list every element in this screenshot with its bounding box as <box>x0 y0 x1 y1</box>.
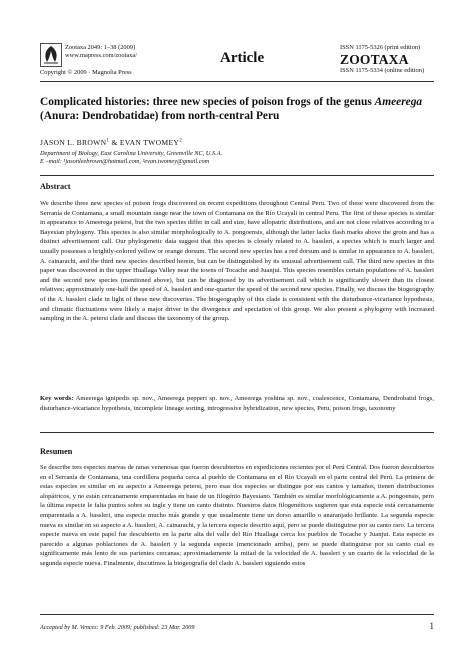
resumen-text: Se describe tres especies nuevas de ranas venenosas que fueron descubiertos en expediciones recientes por el Perú Central. Dos fueron descubiertos en el Serranía de Contamana, una cordillera pequeña cerca al pueblo de Contamana en el Río Ucayali en el parte central del Perú. La primera de estas especies es similar en su aspecto a Ameerega petersi, pero esas dos especies se distingue por sus cantos y tamaños, tienen distribuciones alopátricos, y no están cercanamente emparentadas en base de un filogénio Bayesiano. También es similar morfológicamente a A. pongoensis, pero la última especie le falta puntos sobre su ingle y tiene un canto distinto. Nuestros datos filogenéticos sugieren que esta especie está cercanamente emparentada a A. bassleri, una especie mucho más grande y que usualmente tiene un dorso amarillo o anaranjado brillante. La segunda especie nueva es similar en su aspecto a A. bassleri, A. cainarachi, y la tercera especie descrito aquí, pero se puede distinguirse por su canto raro. La tercera especie nueva en este papel fue descubierto en la parte alta del valle del Río Huallaga cerca los pueblos de Tocache y Juanjui. Esta especie es parecido a algunas poblaciones de A. bassleri y la segunda especie (mencionado arriba), pero se puede distinguirse por su canto cual es significamente más lento de sus parientes cercanas; aproximadamente la mitad de la velocidad de A. bassleri y un cuarto de la velocidad de la segunda especie nueva. Finalmente, discutimos la biogeografía del clado A. bassleri siguiendo estos <box>40 464 434 567</box>
journal-name: ZOOTAXA <box>340 52 409 67</box>
acceptance-note: Accepted by M. Vences: 9 Feb. 2009; published: 23 Mar. 2009 <box>40 624 195 631</box>
keywords-text: Ameerega ignipedis sp. nov., Ameerega pepperi sp. nov., Ameerega yoshina sp. nov., coalescence, Contamana, Dendrobatid frogs, disturbance-vicariance hypothesis, incomplete lineage sorting, introgressive hybridization, new species, Peru, poison frogs, taxonomy <box>40 395 434 413</box>
journal-url[interactable]: www.mapress.com/zootaxa/ <box>65 52 137 59</box>
magnolia-press-logo <box>40 43 62 67</box>
paper-title <box>40 95 434 123</box>
journal-citation <box>65 44 137 60</box>
article-label: Article <box>220 50 265 66</box>
abstract-divider-top <box>40 175 434 176</box>
affiliation: Department of Biology, East Carolina University, Greenville NC, U.S.A. <box>40 150 223 157</box>
issn-print: ISSN 1175-5326 (print edition) <box>340 44 421 51</box>
footer-divider <box>40 614 434 615</box>
resumen-heading: Resumen <box>40 447 73 456</box>
author-line <box>40 138 182 147</box>
affiliation-block <box>40 150 222 166</box>
author-1: JASON L. BROWN <box>40 138 107 147</box>
journal-line: Zootaxa 2049: 1–38 (2009) <box>65 44 136 51</box>
title-genus: Ameerega <box>374 96 423 108</box>
author-2-mark: 2 <box>179 138 183 144</box>
abstract-heading: Abstract <box>40 182 71 191</box>
abstract-text: We describe three new species of poison frogs discovered on recent expeditions throughout Central Peru. Two of these were discovered from the Serranía de Contamana, a small mountain range near the town of Contamana on the Río Ucayali in central Peru. The first of these species is similar in appearance to Ameerega petersi, but the two species differ in call and size, have allopatric distributions, and are not close relatives according to a Bayesian phylogeny. This species is also similar morphologically to A. pongoensis, although the latter lacks flash marks above the groin and has a distinct advertisement call. Our phylogenetic data suggest that this species is closely related to A. bassleri, a species which is much larger and usually possesses a brightly-colored yellow or orange dorsum. The second new species has a red dorsum and is similar in appearance to A. bassleri, A. cainarachi, and the third new species described herein, but can be distinguished by its unusual advertisement call. The third new species in this paper was discovered in the upper Huallaga Valley near the towns of Tocache and Juanjui. This species resembles certain populations of A. bassleri and the second new species (mentioned above), but can be diagnosed by its advertisement call which is significantly slower than its closest relatives; approximately one-half the speed of A. bassleri and one-quarter the speed of the second new species. Finally, we discuss the biogeography of the A. bassleri clade in light of these new discoveries. The biogeography of this clade is consistent with the disturbance-vicariance hypothesis, and climatic fluctuations were likely a major driver in the divergence and speciation of this group. We also present a phylogeny with increased sampling in the A. petersi clade and discuss the taxonomy of the group. <box>40 200 434 323</box>
author-2: & EVAN TWOMEY <box>109 138 180 147</box>
resumen-divider-top <box>40 432 434 433</box>
keywords-label: Key words: <box>40 395 74 402</box>
keywords <box>40 394 434 415</box>
title-text: Complicated histories: three new species of poison frogs of the genus <box>40 96 375 108</box>
author-emails[interactable]: E –mail: ¹jasonleebrown@hotmail.com, ²evan.twomey@gmail.com <box>40 158 210 166</box>
page-number: 1 <box>429 621 434 631</box>
author-1-mark: 1 <box>106 138 110 144</box>
header-divider <box>40 81 434 82</box>
journal-issn-block <box>340 44 434 75</box>
issn-online: ISSN 1175-5334 (online edition) <box>340 67 425 74</box>
title-text-2: (Anura: Dendrobatidae) from north-central Peru <box>40 110 280 122</box>
copyright: Copyright © 2009 · Magnolia Press <box>40 69 132 76</box>
